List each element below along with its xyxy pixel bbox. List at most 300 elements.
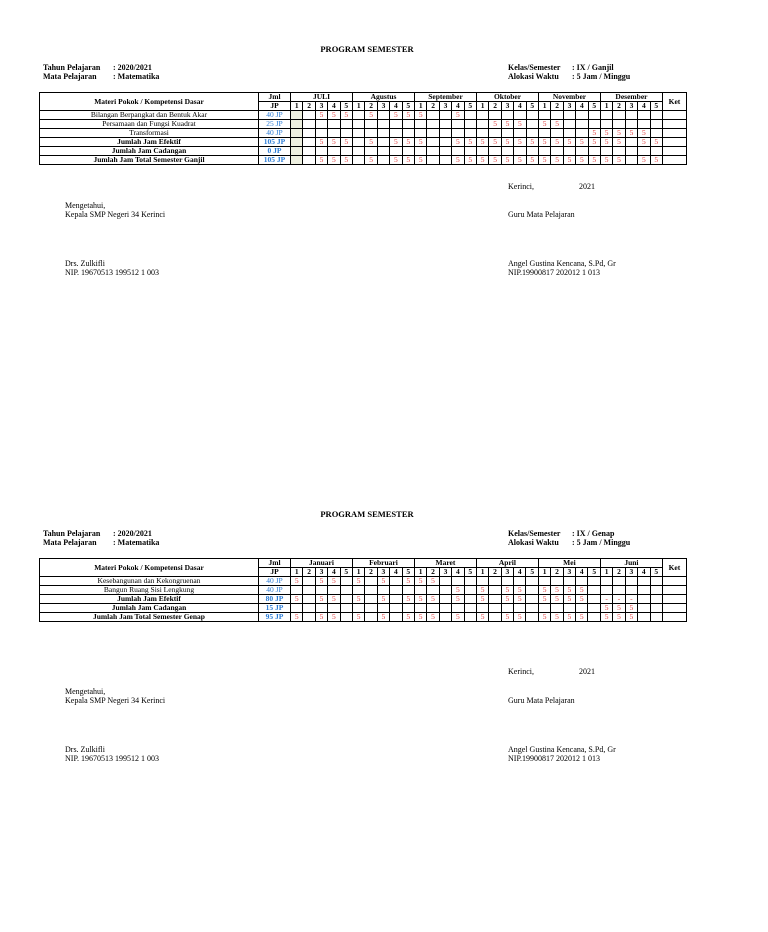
week-cell — [303, 147, 315, 156]
week-cell: 5 — [576, 586, 588, 595]
week-number: 3 — [563, 568, 575, 577]
week-number: 5 — [340, 102, 352, 111]
materi-cell: Jumlah Jam Efektif — [40, 138, 259, 147]
year: 2021 — [579, 667, 595, 676]
place-date: Kerinci, — [508, 182, 534, 191]
week-number: 1 — [291, 102, 303, 111]
week-cell: - — [625, 595, 637, 604]
week-cell: 5 — [402, 156, 414, 165]
week-number: 1 — [538, 102, 550, 111]
week-cell: 5 — [588, 129, 600, 138]
week-cell — [291, 129, 303, 138]
week-cell: 5 — [563, 586, 575, 595]
week-number: 1 — [538, 568, 550, 577]
week-cell: 5 — [328, 595, 340, 604]
week-cell — [439, 604, 451, 613]
week-number: 1 — [353, 102, 365, 111]
week-cell: 5 — [476, 156, 488, 165]
week-cell — [588, 147, 600, 156]
week-cell: 5 — [402, 577, 414, 586]
week-cell — [625, 111, 637, 120]
week-cell — [650, 129, 662, 138]
kelas-value: : IX / Ganjil — [572, 63, 614, 72]
week-cell: 5 — [501, 613, 513, 622]
week-cell: 5 — [514, 156, 526, 165]
week-cell — [576, 111, 588, 120]
week-cell — [588, 111, 600, 120]
week-cell: 5 — [538, 586, 550, 595]
week-cell: 5 — [452, 138, 464, 147]
week-cell — [650, 111, 662, 120]
week-cell: 5 — [600, 138, 612, 147]
week-cell — [390, 120, 402, 129]
week-cell — [650, 577, 662, 586]
week-cell — [340, 120, 352, 129]
week-cell — [464, 586, 476, 595]
week-cell — [501, 129, 513, 138]
alokasi-value: : 5 Jam / Minggu — [572, 538, 631, 547]
week-number: 2 — [303, 102, 315, 111]
week-cell: 5 — [551, 586, 563, 595]
week-cell — [390, 577, 402, 586]
week-number: 3 — [377, 568, 389, 577]
week-number: 4 — [576, 102, 588, 111]
week-cell — [625, 156, 637, 165]
week-cell: 5 — [613, 604, 625, 613]
week-cell — [390, 147, 402, 156]
week-cell — [526, 120, 538, 129]
week-number: 4 — [452, 102, 464, 111]
week-cell: 5 — [551, 595, 563, 604]
week-cell — [402, 129, 414, 138]
week-cell — [464, 129, 476, 138]
week-cell: 5 — [638, 129, 650, 138]
week-cell — [464, 595, 476, 604]
week-cell — [501, 604, 513, 613]
week-cell — [303, 613, 315, 622]
week-cell — [291, 156, 303, 165]
week-cell: - — [600, 595, 612, 604]
week-number: 5 — [402, 568, 414, 577]
week-cell — [328, 129, 340, 138]
week-cell: 5 — [638, 138, 650, 147]
week-cell: 5 — [377, 577, 389, 586]
week-cell: 5 — [427, 595, 439, 604]
jp-cell: 95 JP — [259, 613, 291, 622]
week-cell — [439, 120, 451, 129]
week-cell — [427, 120, 439, 129]
week-cell — [352, 586, 364, 595]
week-number: 1 — [414, 568, 426, 577]
week-cell: 5 — [390, 156, 402, 165]
week-cell — [452, 577, 464, 586]
week-number: 1 — [291, 568, 303, 577]
guru-nip: NIP.19900817 202012 1 013 — [508, 268, 601, 277]
ket-cell — [662, 586, 686, 595]
week-cell: 5 — [625, 613, 637, 622]
week-cell — [452, 604, 464, 613]
col-header-jp: JP — [259, 568, 291, 577]
jp-cell: 40 JP — [259, 577, 291, 586]
col-header-jml: Jml — [259, 559, 291, 568]
week-number: 5 — [464, 568, 476, 577]
week-cell — [340, 577, 352, 586]
week-cell — [365, 147, 377, 156]
program-semester-table-ganjil — [39, 92, 687, 165]
week-cell — [588, 613, 600, 622]
week-cell: 5 — [538, 156, 550, 165]
week-cell: 5 — [352, 577, 364, 586]
week-cell: 5 — [576, 138, 588, 147]
week-cell — [600, 147, 612, 156]
week-cell — [402, 147, 414, 156]
kelas-value: : IX / Genap — [572, 529, 615, 538]
week-cell: 5 — [600, 613, 612, 622]
week-cell: 5 — [415, 138, 427, 147]
week-cell — [514, 147, 526, 156]
week-cell — [501, 111, 513, 120]
week-cell — [625, 120, 637, 129]
week-number: 4 — [452, 568, 464, 577]
week-cell — [390, 129, 402, 138]
week-cell — [576, 604, 588, 613]
week-cell — [489, 111, 501, 120]
week-cell: 5 — [328, 138, 340, 147]
guru-nip: NIP.19900817 202012 1 013 — [508, 754, 601, 763]
materi-cell: Jumlah Jam Total Semester Genap — [40, 613, 259, 622]
week-cell — [452, 147, 464, 156]
week-cell: 5 — [625, 129, 637, 138]
week-cell — [464, 147, 476, 156]
mengetahui-text: Mengetahui, — [65, 687, 106, 696]
week-cell — [563, 129, 575, 138]
week-cell: 5 — [576, 613, 588, 622]
week-cell — [489, 595, 501, 604]
week-cell — [402, 586, 414, 595]
week-cell — [538, 577, 550, 586]
week-cell — [538, 129, 550, 138]
page-title: PROGRAM SEMESTER — [320, 44, 414, 54]
month-header: JULI — [291, 93, 353, 102]
week-cell — [291, 586, 303, 595]
week-cell — [489, 147, 501, 156]
week-cell — [551, 577, 563, 586]
week-cell — [365, 120, 377, 129]
week-cell — [353, 147, 365, 156]
week-number: 4 — [514, 102, 526, 111]
week-cell — [414, 604, 426, 613]
jp-cell: 0 JP — [259, 147, 291, 156]
week-number: 1 — [476, 568, 488, 577]
jp-cell: 105 JP — [259, 156, 291, 165]
jp-cell: 80 JP — [259, 595, 291, 604]
week-cell: 5 — [415, 111, 427, 120]
week-cell — [439, 111, 451, 120]
mapel-value: : Matematika — [113, 538, 160, 547]
week-number: 4 — [390, 568, 402, 577]
week-cell — [650, 147, 662, 156]
week-cell: 5 — [501, 120, 513, 129]
week-cell — [291, 138, 303, 147]
week-cell: 5 — [625, 604, 637, 613]
week-cell — [638, 595, 650, 604]
materi-cell: Persamaan dan Fungsi Kuadrat — [40, 120, 259, 129]
ket-cell — [662, 156, 686, 165]
mapel-value: : Matematika — [113, 72, 160, 81]
week-cell — [303, 577, 315, 586]
jp-cell: 40 JP — [259, 586, 291, 595]
week-cell — [390, 604, 402, 613]
week-cell — [563, 147, 575, 156]
week-number: 2 — [613, 568, 625, 577]
week-cell — [353, 120, 365, 129]
week-cell: 5 — [538, 138, 550, 147]
table-row — [40, 613, 687, 622]
table-row — [40, 120, 687, 129]
week-number: 5 — [588, 568, 600, 577]
week-cell — [638, 604, 650, 613]
materi-cell: Kesebangunan dan Kekongruenan — [40, 577, 259, 586]
week-cell: 5 — [514, 586, 526, 595]
ket-cell — [662, 577, 686, 586]
week-cell: 5 — [328, 111, 340, 120]
week-cell: 5 — [650, 156, 662, 165]
week-cell — [390, 595, 402, 604]
week-cell — [402, 120, 414, 129]
ket-cell — [662, 613, 686, 622]
week-cell: 5 — [390, 138, 402, 147]
week-cell — [625, 147, 637, 156]
week-cell — [390, 613, 402, 622]
week-cell: 5 — [377, 595, 389, 604]
week-cell: 5 — [650, 138, 662, 147]
month-header: Mei — [538, 559, 600, 568]
week-cell — [489, 129, 501, 138]
week-cell — [563, 604, 575, 613]
week-cell: 5 — [501, 156, 513, 165]
table-row — [40, 111, 687, 120]
month-header: April — [476, 559, 538, 568]
col-header-jml: Jml — [259, 93, 291, 102]
week-cell: 5 — [600, 604, 612, 613]
week-number: 5 — [650, 102, 662, 111]
week-cell — [476, 129, 488, 138]
week-cell — [377, 147, 389, 156]
week-cell: 5 — [476, 595, 488, 604]
week-cell — [638, 613, 650, 622]
week-cell — [576, 129, 588, 138]
week-cell — [427, 156, 439, 165]
week-cell — [303, 138, 315, 147]
month-header: Oktober — [476, 93, 538, 102]
week-number: 2 — [489, 568, 501, 577]
week-cell: 5 — [414, 595, 426, 604]
week-cell — [291, 604, 303, 613]
table-row — [40, 138, 687, 147]
week-cell — [638, 147, 650, 156]
week-cell: 5 — [600, 156, 612, 165]
kepala-title: Kepala SMP Negeri 34 Kerinci — [65, 696, 166, 705]
week-cell — [415, 120, 427, 129]
week-cell: 5 — [340, 138, 352, 147]
week-cell — [526, 595, 538, 604]
week-cell: 5 — [402, 613, 414, 622]
guru-title: Guru Mata Pelajaran — [508, 696, 575, 705]
week-number: 3 — [563, 102, 575, 111]
week-cell: 5 — [538, 613, 550, 622]
month-header: Desember — [600, 93, 662, 102]
materi-cell: Transformasi — [40, 129, 259, 138]
col-header-ket: Ket — [662, 93, 686, 111]
week-cell — [526, 586, 538, 595]
week-cell — [452, 129, 464, 138]
week-cell: 5 — [315, 613, 327, 622]
jp-cell: 25 JP — [259, 120, 291, 129]
week-cell: 5 — [340, 156, 352, 165]
week-cell: 5 — [501, 138, 513, 147]
week-cell: 5 — [315, 595, 327, 604]
week-number: 5 — [650, 568, 662, 577]
week-cell — [340, 129, 352, 138]
week-cell — [365, 595, 377, 604]
week-cell — [427, 138, 439, 147]
week-cell — [377, 156, 389, 165]
week-number: 1 — [600, 102, 612, 111]
week-cell — [390, 586, 402, 595]
week-cell — [576, 120, 588, 129]
week-number: 1 — [352, 568, 364, 577]
table-row — [40, 156, 687, 165]
week-cell: 5 — [452, 156, 464, 165]
week-cell — [476, 577, 488, 586]
week-cell: 5 — [501, 595, 513, 604]
week-cell — [303, 111, 315, 120]
kelas-label: Kelas/Semester — [508, 529, 561, 538]
week-number: 5 — [526, 102, 538, 111]
jp-cell: 15 JP — [259, 604, 291, 613]
week-number: 3 — [439, 102, 451, 111]
week-cell: 5 — [390, 111, 402, 120]
week-cell — [415, 147, 427, 156]
week-number: 3 — [315, 102, 327, 111]
kepala-name: Drs. Zulkifli — [65, 259, 105, 268]
week-cell — [439, 147, 451, 156]
week-cell — [613, 120, 625, 129]
week-cell — [315, 147, 327, 156]
week-cell — [439, 577, 451, 586]
week-number: 3 — [625, 568, 637, 577]
week-cell: 5 — [328, 156, 340, 165]
week-cell — [303, 156, 315, 165]
week-cell: 5 — [526, 156, 538, 165]
materi-cell: Bangun Ruang Sisi Lengkung — [40, 586, 259, 595]
week-number: 4 — [390, 102, 402, 111]
ket-cell — [662, 595, 686, 604]
week-cell — [476, 604, 488, 613]
week-cell — [303, 120, 315, 129]
week-cell: 5 — [352, 613, 364, 622]
week-number: 4 — [638, 102, 650, 111]
week-cell — [538, 147, 550, 156]
month-header: Agustus — [353, 93, 415, 102]
week-cell: 5 — [576, 595, 588, 604]
week-cell: 5 — [514, 120, 526, 129]
week-cell: 5 — [613, 156, 625, 165]
place-date: Kerinci, — [508, 667, 534, 676]
week-cell: 5 — [514, 613, 526, 622]
week-cell: 5 — [489, 156, 501, 165]
week-cell: 5 — [526, 138, 538, 147]
week-cell — [650, 586, 662, 595]
week-cell: 5 — [315, 577, 327, 586]
week-number: 3 — [439, 568, 451, 577]
col-header-jp: JP — [259, 102, 291, 111]
month-header: Januari — [291, 559, 353, 568]
alokasi-label: Alokasi Waktu — [508, 538, 559, 547]
week-cell: 5 — [588, 156, 600, 165]
week-number: 1 — [476, 102, 488, 111]
table-row — [40, 129, 687, 138]
week-cell — [464, 111, 476, 120]
week-cell — [315, 586, 327, 595]
kepala-title: Kepala SMP Negeri 34 Kerinci — [65, 210, 166, 219]
week-number: 3 — [377, 102, 389, 111]
jp-cell: 105 JP — [259, 138, 291, 147]
week-cell — [625, 586, 637, 595]
week-cell — [303, 604, 315, 613]
week-cell — [514, 129, 526, 138]
week-cell — [563, 111, 575, 120]
week-cell — [427, 586, 439, 595]
week-cell — [377, 111, 389, 120]
week-cell: 5 — [613, 138, 625, 147]
table-row — [40, 595, 687, 604]
week-number: 2 — [427, 102, 439, 111]
week-cell: 5 — [414, 577, 426, 586]
program-semester-table-genap — [39, 558, 687, 622]
week-cell — [353, 129, 365, 138]
week-cell — [340, 147, 352, 156]
materi-cell: Bilangan Berpangkat dan Bentuk Akar — [40, 111, 259, 120]
week-cell — [452, 120, 464, 129]
week-cell — [613, 111, 625, 120]
week-cell: 5 — [452, 111, 464, 120]
week-number: 5 — [402, 102, 414, 111]
tahun-label: Tahun Pelajaran — [43, 63, 101, 72]
week-cell — [340, 595, 352, 604]
week-cell — [588, 604, 600, 613]
week-cell — [551, 129, 563, 138]
week-cell — [613, 147, 625, 156]
month-header: November — [538, 93, 600, 102]
week-cell — [340, 613, 352, 622]
week-cell — [464, 120, 476, 129]
week-cell: - — [613, 595, 625, 604]
week-cell — [353, 138, 365, 147]
ket-cell — [662, 604, 686, 613]
week-cell — [489, 604, 501, 613]
week-cell — [464, 613, 476, 622]
kelas-label: Kelas/Semester — [508, 63, 561, 72]
week-cell — [650, 613, 662, 622]
week-number: 2 — [551, 568, 563, 577]
week-cell: 5 — [328, 613, 340, 622]
week-cell — [600, 111, 612, 120]
week-cell: 5 — [551, 613, 563, 622]
week-cell — [353, 156, 365, 165]
week-cell — [563, 120, 575, 129]
week-cell — [353, 111, 365, 120]
